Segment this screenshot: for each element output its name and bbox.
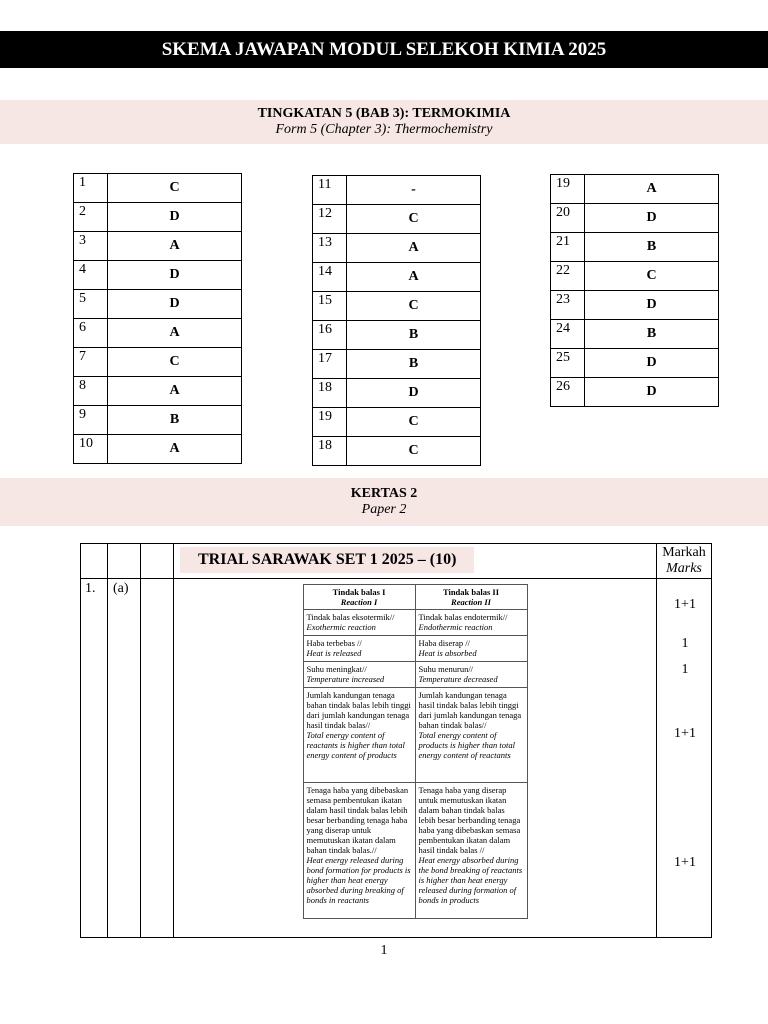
question-number: 18	[313, 379, 347, 408]
reaction-text-en: Temperature increased	[306, 674, 385, 684]
question-number: 14	[313, 263, 347, 292]
reaction-header-ms: Tindak balas I	[332, 587, 386, 597]
question-number: 3	[74, 232, 108, 261]
paper-title-ms: KERTAS 2	[350, 486, 418, 501]
reaction-text-ms: Jumlah kandungan tenaga bahan tindak balas lebih tinggi dari jumlah kandungan tenaga hasil tindak balas//	[306, 690, 411, 730]
answer-value: C	[347, 437, 481, 466]
answer-value: A	[108, 319, 242, 348]
answer-value: B	[347, 321, 481, 350]
reaction-cell	[415, 662, 527, 688]
paper-title-en: Paper 2	[361, 502, 407, 517]
reaction-cell	[303, 610, 415, 636]
reaction-text-ms: Tindak balas endotermik//	[418, 612, 508, 622]
reaction-row	[303, 662, 527, 688]
reaction-cell	[303, 688, 415, 783]
answer-row	[313, 379, 481, 408]
reaction-cell	[415, 610, 527, 636]
reaction-header	[303, 585, 415, 610]
answer-row	[313, 350, 481, 379]
answer-row	[74, 290, 242, 319]
reaction-text-en: Total energy content of reactants is higher than total energy content of products	[306, 730, 405, 760]
answer-row	[551, 291, 719, 320]
question-number: 1.	[81, 579, 108, 938]
mark-value: 1+1	[674, 855, 696, 870]
reaction-text-en: Heat energy released during bond formation for products is higher than heat energy absorbed during breaking of bonds in reactants	[306, 855, 411, 905]
reaction-text-ms: Haba diserap //	[418, 638, 470, 648]
answer-value: A	[108, 232, 242, 261]
reaction-header-row	[303, 585, 527, 610]
answer-row	[74, 406, 242, 435]
answer-cell	[174, 579, 657, 938]
reaction-header-en: Reaction I	[340, 597, 378, 607]
marks-header-en: Marks	[666, 561, 702, 576]
reaction-cell	[415, 636, 527, 662]
mark-value: 1+1	[674, 597, 696, 612]
answer-row	[551, 349, 719, 378]
answer-row	[313, 176, 481, 205]
question-part: (a)	[108, 579, 141, 938]
reaction-text-en: Heat energy absorbed during the bond breaking of reactants is higher than heat energy released during formation of bonds in products	[418, 855, 523, 905]
answer-row	[313, 205, 481, 234]
reaction-text-en: Heat is released	[306, 648, 362, 658]
answer-value: A	[585, 175, 719, 204]
answer-table-3	[550, 174, 719, 407]
mark-value: 1	[681, 662, 689, 677]
answer-value: B	[585, 320, 719, 349]
section-paper-header	[0, 478, 768, 526]
question-number: 19	[551, 175, 585, 204]
reaction-text-ms: Tindak balas eksotermik//	[306, 612, 395, 622]
answer-row	[74, 319, 242, 348]
answer-row	[313, 408, 481, 437]
answer-value: -	[347, 176, 481, 205]
chapter-title-ms: TINGKATAN 5 (BAB 3): TERMOKIMIA	[257, 106, 511, 121]
answer-row	[313, 292, 481, 321]
marks-header	[657, 544, 712, 579]
answer-value: A	[347, 263, 481, 292]
reaction-text-ms: Tenaga haba yang diserap untuk memutuskan ikatan dalam bahan tindak balas lebih besar berbanding tenaga haba yang dibebaskan semasa pembentukan ikatan dalam hasil tindak balas //	[418, 785, 521, 855]
question-number: 4	[74, 261, 108, 290]
question-number: 7	[74, 348, 108, 377]
question-number: 6	[74, 319, 108, 348]
page-number: 1	[380, 943, 388, 958]
question-number: 24	[551, 320, 585, 349]
answer-value: A	[108, 435, 242, 464]
question-number: 12	[313, 205, 347, 234]
answer-row	[313, 321, 481, 350]
answer-row	[74, 261, 242, 290]
answer-value: C	[108, 348, 242, 377]
section-chapter-header	[0, 100, 768, 144]
reaction-header-en: Reaction II	[451, 597, 491, 607]
question-number: 8	[74, 377, 108, 406]
reaction-row	[303, 688, 527, 783]
paper2-answer-table	[80, 543, 712, 938]
answer-value: B	[585, 233, 719, 262]
question-number: 16	[313, 321, 347, 350]
answer-value: D	[585, 349, 719, 378]
question-number: 11	[313, 176, 347, 205]
question-number: 10	[74, 435, 108, 464]
header-empty-cell	[108, 544, 141, 579]
answer-row	[551, 378, 719, 407]
question-number: 17	[313, 350, 347, 379]
question-number: 9	[74, 406, 108, 435]
answer-row	[551, 233, 719, 262]
page-title: SKEMA JAWAPAN MODUL SELEKOH KIMIA 2025	[0, 31, 768, 68]
answer-value: C	[347, 408, 481, 437]
reaction-row	[303, 783, 527, 919]
reaction-text-en: Endothermic reaction	[418, 622, 493, 632]
answer-row	[313, 263, 481, 292]
question-number: 19	[313, 408, 347, 437]
mark-value: 1	[681, 636, 689, 651]
reaction-text-ms: Jumlah kandungan tenaga hasil tindak balas lebih tinggi dari jumlah kandungan tenaga bahan tindak balas//	[418, 690, 522, 730]
reaction-row	[303, 610, 527, 636]
answer-row	[551, 204, 719, 233]
question-number: 22	[551, 262, 585, 291]
header-empty-cell	[81, 544, 108, 579]
answer-value: C	[585, 262, 719, 291]
answer-row	[313, 437, 481, 466]
reaction-text-ms: Tenaga haba yang dibebaskan semasa pembentukan ikatan dalam hasil tindak balas lebih besar berbanding tenaga haba yang diserap untuk memutuskan ikatan dalam bahan tindak balas.//	[306, 785, 409, 855]
answer-row	[551, 262, 719, 291]
answer-row	[313, 234, 481, 263]
answer-value: D	[585, 291, 719, 320]
answer-row	[74, 232, 242, 261]
question-number: 25	[551, 349, 585, 378]
answer-row	[551, 320, 719, 349]
reaction-header-ms: Tindak balas II	[442, 587, 500, 597]
reaction-header	[415, 585, 527, 610]
answer-value: D	[108, 261, 242, 290]
reaction-comparison-table	[303, 584, 528, 919]
paper2-heading-cell	[174, 544, 657, 579]
answer-row	[74, 174, 242, 203]
answer-value: D	[585, 204, 719, 233]
question-number: 26	[551, 378, 585, 407]
question-number: 23	[551, 291, 585, 320]
marks-cell	[657, 579, 712, 938]
reaction-cell	[303, 662, 415, 688]
reaction-text-en: Exothermic reaction	[306, 622, 376, 632]
answer-table-1	[73, 173, 242, 464]
reaction-text-en: Heat is absorbed	[418, 648, 477, 658]
chapter-title-en: Form 5 (Chapter 3): Thermochemistry	[275, 122, 493, 137]
answer-row	[551, 175, 719, 204]
answer-value: C	[347, 292, 481, 321]
question-number: 20	[551, 204, 585, 233]
question-number: 5	[74, 290, 108, 319]
reaction-cell	[303, 636, 415, 662]
reaction-cell	[415, 783, 527, 919]
reaction-text-ms: Suhu meningkat//	[306, 664, 367, 674]
question-number: 2	[74, 203, 108, 232]
reaction-row	[303, 636, 527, 662]
answer-value: B	[108, 406, 242, 435]
marks-header-ms: Markah	[662, 545, 706, 560]
question-number: 18	[313, 437, 347, 466]
reaction-cell	[303, 783, 415, 919]
reaction-text-en: Total energy content of products is higher than total energy content of reactants	[418, 730, 515, 760]
answer-value: C	[108, 174, 242, 203]
mark-value: 1+1	[674, 726, 696, 741]
answer-value: D	[108, 290, 242, 319]
question-number: 21	[551, 233, 585, 262]
question-number: 1	[74, 174, 108, 203]
answer-value: C	[347, 205, 481, 234]
answer-value: A	[347, 234, 481, 263]
question-number: 13	[313, 234, 347, 263]
answer-row	[74, 435, 242, 464]
reaction-text-ms: Haba terbebas //	[306, 638, 362, 648]
answer-value: D	[108, 203, 242, 232]
answer-table-2	[312, 175, 481, 466]
subpart-cell	[141, 579, 174, 938]
answer-row	[74, 203, 242, 232]
paper2-heading: TRIAL SARAWAK SET 1 2025 – (10)	[180, 547, 474, 573]
answer-row	[74, 348, 242, 377]
reaction-cell	[415, 688, 527, 783]
answer-value: D	[585, 378, 719, 407]
header-empty-cell	[141, 544, 174, 579]
answer-value: B	[347, 350, 481, 379]
answer-value: D	[347, 379, 481, 408]
reaction-text-ms: Suhu menurun//	[418, 664, 474, 674]
question-number: 15	[313, 292, 347, 321]
answer-value: A	[108, 377, 242, 406]
answer-row	[74, 377, 242, 406]
reaction-text-en: Temperature decreased	[418, 674, 498, 684]
